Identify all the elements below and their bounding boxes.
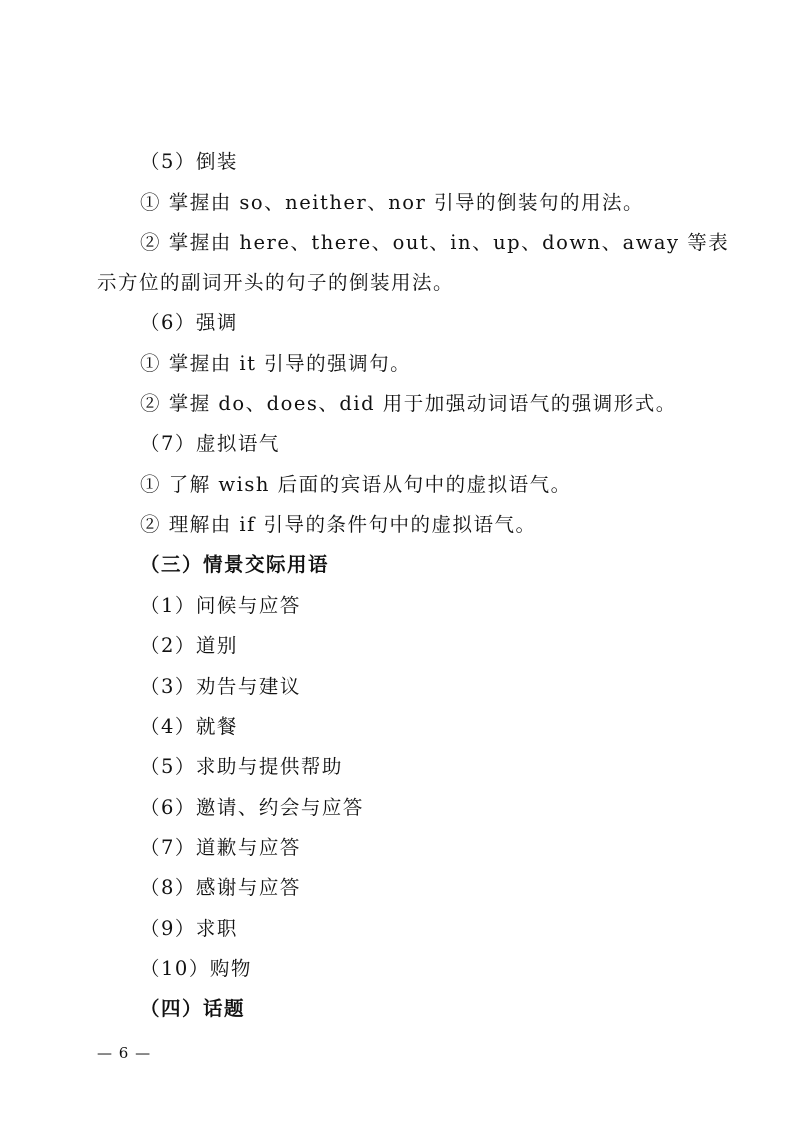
list-item: （5）求助与提供帮助 — [140, 755, 343, 778]
text-line: ① 掌握由 so、neither、nor 引导的倒装句的用法。 — [140, 191, 645, 214]
text-line: ① 了解 wish 后面的宾语从句中的虚拟语气。 — [140, 473, 572, 496]
list-item: （1）问候与应答 — [140, 594, 301, 617]
heading-emphasis: （6）强调 — [140, 311, 238, 334]
list-item: （2）道别 — [140, 634, 238, 657]
heading-inversion: （5）倒装 — [140, 150, 238, 173]
text-line: ② 理解由 if 引导的条件句中的虚拟语气。 — [140, 513, 537, 536]
text-line: ① 掌握由 it 引导的强调句。 — [140, 352, 412, 375]
list-item: （4）就餐 — [140, 715, 238, 738]
list-item: （3）劝告与建议 — [140, 675, 301, 698]
text-line: 示方位的副词开头的句子的倒装用法。 — [97, 271, 455, 294]
section-heading: （四）话题 — [140, 997, 246, 1020]
list-item: （8）感谢与应答 — [140, 876, 301, 899]
list-item: （10）购物 — [140, 957, 252, 980]
section-heading: （三）情景交际用语 — [140, 553, 330, 576]
heading-subjunctive: （7）虚拟语气 — [140, 432, 280, 455]
list-item: （7）道歉与应答 — [140, 836, 301, 859]
text-line: ② 掌握由 here、there、out、in、up、down、away 等表 — [140, 231, 730, 254]
list-item: （9）求职 — [140, 917, 238, 940]
list-item: （6）邀请、约会与应答 — [140, 796, 364, 819]
text-line: ② 掌握 do、does、did 用于加强动词语气的强调形式。 — [140, 392, 677, 415]
page-number: — 6 — — [97, 1044, 152, 1062]
